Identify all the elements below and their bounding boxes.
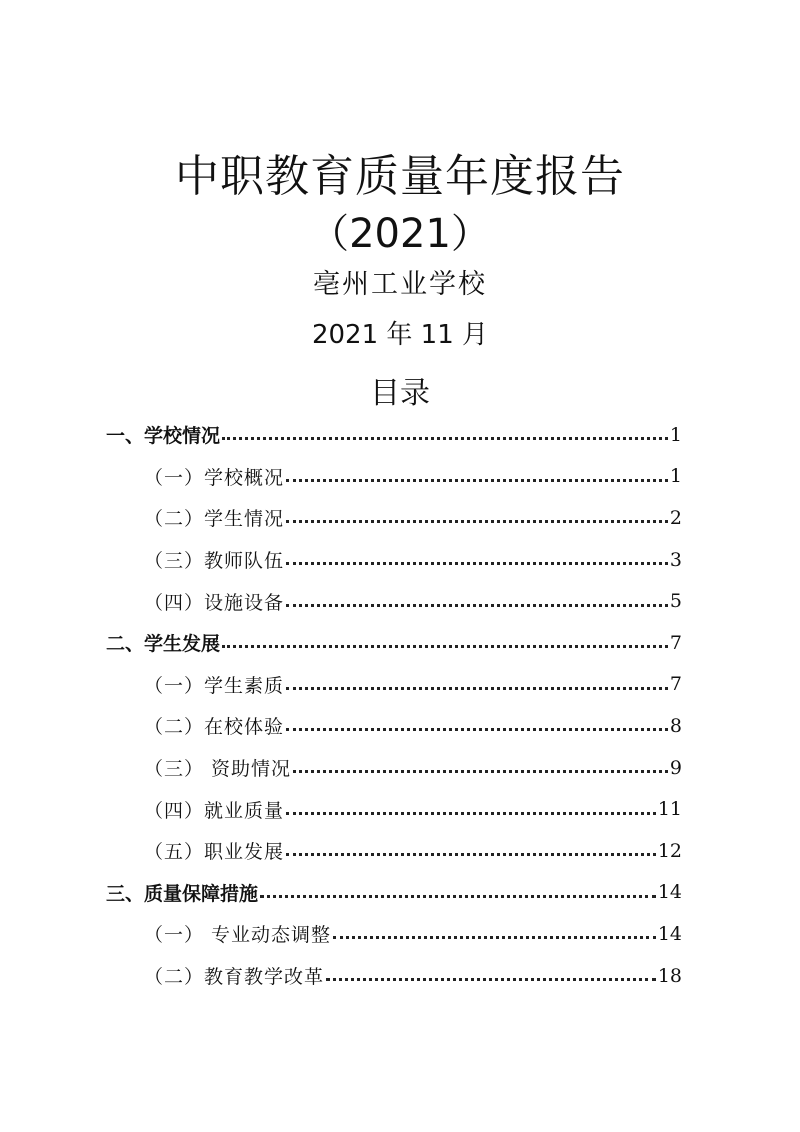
table-of-contents bbox=[0, 414, 800, 996]
toc-page-number: 5 bbox=[669, 590, 682, 613]
toc-page-number: 7 bbox=[669, 673, 682, 696]
toc-entry-label: （三）教师队伍 bbox=[144, 550, 285, 573]
toc-dot-leader bbox=[286, 520, 668, 523]
toc-page-number: 2 bbox=[669, 506, 682, 529]
toc-page-number: 11 bbox=[657, 798, 682, 821]
toc-dot-leader bbox=[286, 687, 668, 690]
toc-page-number: 12 bbox=[657, 839, 682, 862]
toc-entry-label: （四）设施设备 bbox=[144, 591, 285, 614]
toc-dot-leader bbox=[222, 437, 668, 440]
toc-entry-label: （一）学生素质 bbox=[144, 674, 285, 697]
toc-dot-leader bbox=[286, 812, 656, 815]
toc-dot-leader bbox=[286, 562, 668, 565]
toc-subsection-entry[interactable] bbox=[144, 913, 682, 955]
toc-subsection-entry[interactable] bbox=[144, 788, 682, 830]
toc-entry-label: （一）学校概况 bbox=[144, 466, 285, 489]
toc-subsection-entry[interactable] bbox=[144, 539, 682, 581]
toc-dot-leader bbox=[286, 604, 668, 607]
toc-entry-label: （二）在校体验 bbox=[144, 716, 285, 739]
toc-entry-label: （一） 专业动态调整 bbox=[144, 924, 332, 947]
toc-heading: 目录 bbox=[370, 376, 430, 411]
toc-entry-label: （四）就业质量 bbox=[144, 799, 285, 822]
report-date: 2021 年 11 月 bbox=[311, 320, 489, 350]
toc-dot-leader bbox=[326, 978, 656, 981]
toc-subsection-entry[interactable] bbox=[144, 705, 682, 747]
toc-subsection-entry[interactable] bbox=[144, 664, 682, 706]
toc-entry-label: （五）职业发展 bbox=[144, 841, 285, 864]
toc-page-number: 7 bbox=[669, 631, 682, 654]
toc-section-entry[interactable] bbox=[106, 414, 682, 456]
toc-page-number: 18 bbox=[657, 964, 682, 987]
report-title: 中职教育质量年度报告 bbox=[175, 151, 625, 202]
toc-dot-leader bbox=[222, 645, 668, 648]
toc-page-number: 8 bbox=[669, 714, 682, 737]
toc-entry-label: 二、学生发展 bbox=[106, 633, 221, 656]
toc-page-number: 3 bbox=[669, 548, 682, 571]
toc-entry-label: 三、质量保障措施 bbox=[106, 882, 259, 905]
school-name: 亳州工业学校 bbox=[313, 269, 487, 300]
toc-subsection-entry[interactable] bbox=[144, 747, 682, 789]
toc-subsection-entry[interactable] bbox=[144, 497, 682, 539]
toc-entry-label: （二）教育教学改革 bbox=[144, 966, 325, 989]
toc-entry-label: （二）学生情况 bbox=[144, 508, 285, 531]
toc-subsection-entry[interactable] bbox=[144, 580, 682, 622]
toc-page-number: 9 bbox=[669, 756, 682, 779]
toc-subsection-entry[interactable] bbox=[144, 456, 682, 498]
toc-dot-leader bbox=[333, 936, 656, 939]
toc-page-number: 14 bbox=[657, 881, 682, 904]
toc-dot-leader bbox=[260, 895, 656, 898]
toc-dot-leader bbox=[286, 479, 668, 482]
toc-entry-label: （三） 资助情况 bbox=[144, 758, 292, 781]
toc-entry-label: 一、学校情况 bbox=[106, 425, 221, 448]
toc-page-number: 14 bbox=[657, 922, 682, 945]
report-year: （2021） bbox=[309, 211, 491, 257]
toc-section-entry[interactable] bbox=[106, 622, 682, 664]
toc-dot-leader bbox=[293, 770, 668, 773]
toc-section-entry[interactable] bbox=[106, 872, 682, 914]
toc-subsection-entry[interactable] bbox=[144, 955, 682, 997]
toc-page-number: 1 bbox=[669, 423, 682, 446]
toc-dot-leader bbox=[286, 728, 668, 731]
toc-dot-leader bbox=[286, 853, 656, 856]
toc-page-number: 1 bbox=[669, 465, 682, 488]
toc-subsection-entry[interactable] bbox=[144, 830, 682, 872]
